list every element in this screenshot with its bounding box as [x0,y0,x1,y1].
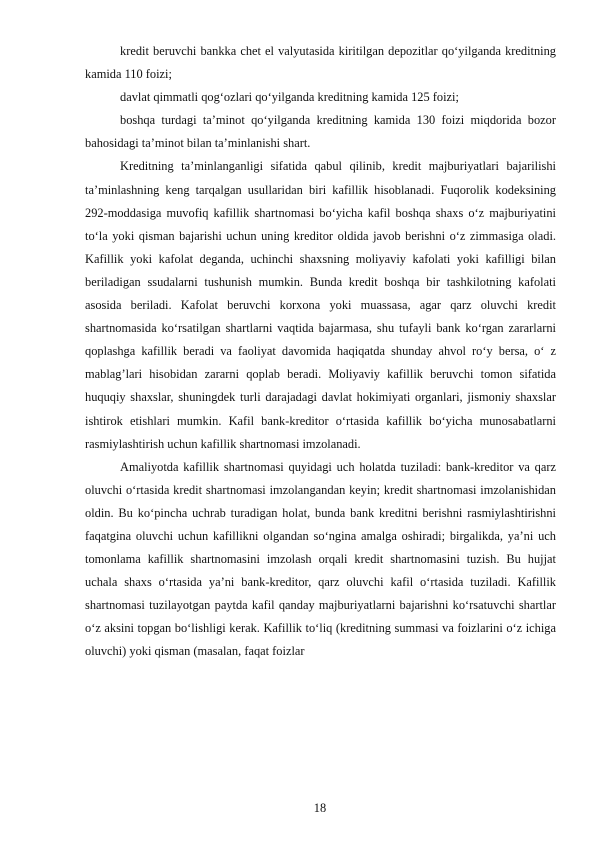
paragraph-5: Amaliyotda kafillik shartnomasi quyidagi uch holatda tuziladi: bank-kreditor va qarz oluvchi o‘rtasida kredit shartnomasi imzolangandan keyin; kredit shartnomasi imzolanishidan oldin. Bu ko‘pincha uchrab turadigan holat, bunda bank kreditni berishni rasmiylashtirishni faqatgina oluvchi uchun kafillikni olgandan so‘ngina amalga oshiradi; birgalikda, ya’ni uch tomonlama kafillik shartnomasini imzolash orqali kredit shartnomasini tuzish. Bu hujjat uchala shaxs o‘rtasida ya’ni bank-kreditor, qarz oluvchi kafil o‘rtasida tuziladi. Kafillik shartnomasi tuzilayotgan paytda kafil qanday majburiyatlarni bajarishni ko‘rsatuvchi shartlar o‘z aksini topgan bo‘lishligi kerak. Kafillik to‘liq (kreditning summasi va foizlarini o‘z ichiga oluvchi) yoki qisman (masalan, faqat foizlar [85,459,556,659]
page-number: 18 [313,801,327,815]
paragraph-3: boshqa turdagi ta’minot qo‘yilganda kreditning kamida 130 foizi miqdorida bozor bahosidagi ta’minot bilan ta’minlanishi shart. [85,113,556,151]
paragraph-4: Kreditning ta’minlanganligi sifatida qabul qilinib, kredit majburiyatlari bajarilishi ta’minlashning keng tarqalgan usullaridan biri kafillik hisoblanadi. Fuqorolik kodeksining 292-moddasiga muvofiq kafillik shartnomasi bo‘yicha kafil boshqa shaxs o‘z majburiyatini to‘la yoki qisman bajarishi uchun uning kreditor oldida javob berishni o‘z zimmasiga oladi. Kafillik yoki kafolat deganda, uchinchi shaxsning moliyaviy kafolati yoki kafilligi bilan beriladigan ssudalarni tushunish mumkin. Bunda kredit boshqa bir tashkilotning kafolati asosida beriladi. Kafolat beruvchi korxona yoki muassasa, agar qarz oluvchi kredit shartnomasida ko‘rsatilgan shartlarni vaqtida bajarmasa, shu tufayli bank ko‘rgan zararlarni qoplashga kafillik beradi va faoliyat davomida haqiqatda shunday ahvol ro‘y bersa, o‘ z mablag’lari hisobidan zararni qoplab beradi. Moliyaviy kafillik beruvchi tomon sifatida huquqiy shaxslar, shuningdek turli darajadagi davlat hokimiyati organlari, jismoniy shaxslar ishtirok etishlari mumkin. Kafil bank-kreditor o‘rtasida kafillik bo‘yicha munosabatlarni rasmiylashtirish uchun kafillik shartnomasi imzolanadi. [85,159,556,451]
paragraph-2: davlat qimmatli qog‘ozlari qo‘yilganda kreditning kamida 125 foizi; [120,90,459,105]
document-body [85,40,556,664]
paragraph-1: kredit beruvchi bankka chet el valyutasida kiritilgan depozitlar qo‘yilganda kreditning kamida 110 foizi; [85,44,556,82]
